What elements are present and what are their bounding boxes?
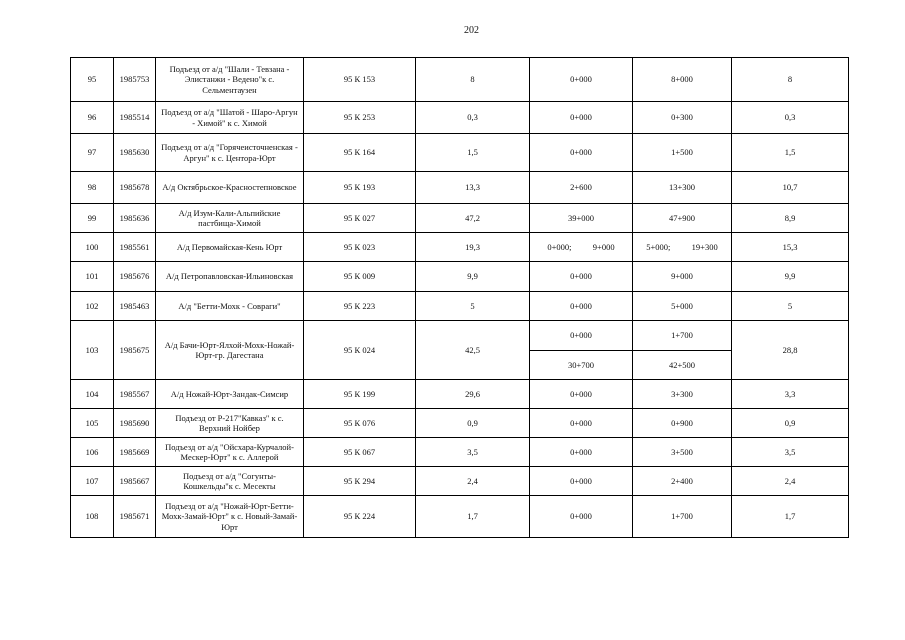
cell-section-length: 8,9	[732, 204, 849, 233]
cell-length: 29,6	[416, 380, 530, 409]
table-row	[71, 380, 849, 409]
cell-km-end: 42+500	[633, 350, 732, 380]
cell-number: 103	[71, 321, 114, 380]
cell-km-end: 1+500	[633, 134, 732, 172]
cell-id: 1985636	[114, 204, 156, 233]
cell-road-name: А/д "Бетти-Мохк - Совраги"	[156, 292, 304, 321]
cell-km-start: 0+000	[530, 102, 633, 134]
cell-id: 1985630	[114, 134, 156, 172]
cell-road-name: Подъезд от а/д "Ойсхара-Курчалой-Мескер-Юрт" к с. Аллерой	[156, 438, 304, 467]
cell-road-name: А/д Ножай-Юрт-Зандак-Симсир	[156, 380, 304, 409]
cell-length: 1,7	[416, 496, 530, 538]
cell-road-name: Подъезд от а/д "Горячеисточненская - Аргун" к с. Центора-Юрт	[156, 134, 304, 172]
table-row	[71, 292, 849, 321]
cell-road-name: Подъезд от а/д "Шали - Тевзана - Элистанжи - Ведено"к с. Сельментаузен	[156, 58, 304, 102]
cell-section-length: 10,7	[732, 172, 849, 204]
cell-km-start: 0+000	[530, 409, 633, 438]
cell-number: 106	[71, 438, 114, 467]
cell-number: 108	[71, 496, 114, 538]
cell-id: 1985669	[114, 438, 156, 467]
cell-length: 42,5	[416, 321, 530, 380]
cell-km-start: 0+000	[530, 380, 633, 409]
cell-number: 98	[71, 172, 114, 204]
cell-road-code: 95 К 294	[304, 467, 416, 496]
cell-id: 1985561	[114, 233, 156, 262]
cell-id: 1985567	[114, 380, 156, 409]
cell-km-start: 0+000	[530, 321, 633, 351]
cell-km-end: 47+900	[633, 204, 732, 233]
cell-section-length: 2,4	[732, 467, 849, 496]
table-row	[71, 496, 849, 538]
cell-road-name: А/д Октябрьское-Красностепновское	[156, 172, 304, 204]
cell-length: 2,4	[416, 467, 530, 496]
cell-road-code: 95 К 023	[304, 233, 416, 262]
cell-id: 1985463	[114, 292, 156, 321]
cell-km-end: 2+400	[633, 467, 732, 496]
cell-km-end: 3+500	[633, 438, 732, 467]
cell-road-name: Подъезд от а/д "Ножай-Юрт-Бетти-Мохк-Замай-Юрт" к с. Новый-Замай-Юрт	[156, 496, 304, 538]
cell-number: 95	[71, 58, 114, 102]
cell-length: 9,9	[416, 262, 530, 292]
cell-road-code: 95 К 027	[304, 204, 416, 233]
cell-section-length: 15,3	[732, 233, 849, 262]
cell-length: 13,3	[416, 172, 530, 204]
cell-km-start: 2+600	[530, 172, 633, 204]
cell-km-end: 13+300	[633, 172, 732, 204]
table-row	[71, 467, 849, 496]
cell-km-end: 5+000; 19+300	[633, 233, 732, 262]
cell-number: 104	[71, 380, 114, 409]
cell-km-end: 9+000	[633, 262, 732, 292]
cell-length: 19,3	[416, 233, 530, 262]
cell-road-name: Подъезд от а/д "Шатой - Шаро-Аргун - Химой" к с. Химой	[156, 102, 304, 134]
cell-km-start: 39+000	[530, 204, 633, 233]
cell-road-name: А/д Бачи-Юрт-Ялхой-Мохк-Ножай-Юрт-гр. Дагестана	[156, 321, 304, 380]
cell-id: 1985675	[114, 321, 156, 380]
page-number: 202	[464, 25, 479, 36]
cell-km-end: 0+900	[633, 409, 732, 438]
cell-length: 5	[416, 292, 530, 321]
cell-km-start: 0+000	[530, 292, 633, 321]
cell-road-code: 95 К 224	[304, 496, 416, 538]
table-row	[71, 204, 849, 233]
cell-road-code: 95 К 076	[304, 409, 416, 438]
cell-length: 1,5	[416, 134, 530, 172]
cell-km-start: 0+000	[530, 438, 633, 467]
cell-id: 1985690	[114, 409, 156, 438]
cell-id: 1985678	[114, 172, 156, 204]
cell-road-name: А/д Изум-Кали-Альпийские пастбища-Химой	[156, 204, 304, 233]
table-row	[71, 102, 849, 134]
cell-road-code: 95 К 009	[304, 262, 416, 292]
cell-km-end: 8+000	[633, 58, 732, 102]
cell-length: 3,5	[416, 438, 530, 467]
cell-number: 96	[71, 102, 114, 134]
cell-id: 1985671	[114, 496, 156, 538]
cell-km-start: 0+000; 9+000	[530, 233, 633, 262]
cell-number: 99	[71, 204, 114, 233]
cell-road-code: 95 К 153	[304, 58, 416, 102]
cell-km-start: 0+000	[530, 134, 633, 172]
data-table	[70, 57, 849, 538]
table-row	[71, 409, 849, 438]
cell-section-length: 1,7	[732, 496, 849, 538]
table-row	[71, 321, 849, 351]
cell-road-code: 95 К 024	[304, 321, 416, 380]
cell-road-name: Подъезд от Р-217"Кавказ" к с. Верхний Нойбер	[156, 409, 304, 438]
cell-road-name: Подъезд от а/д "Согунты-Кошкельды"к с. Месекты	[156, 467, 304, 496]
cell-number: 105	[71, 409, 114, 438]
cell-road-code: 95 К 193	[304, 172, 416, 204]
cell-length: 47,2	[416, 204, 530, 233]
table-row	[71, 262, 849, 292]
cell-km-start: 30+700	[530, 350, 633, 380]
cell-length: 0,9	[416, 409, 530, 438]
cell-road-code: 95 К 164	[304, 134, 416, 172]
cell-length: 0,3	[416, 102, 530, 134]
cell-section-length: 5	[732, 292, 849, 321]
cell-km-start: 0+000	[530, 467, 633, 496]
cell-number: 97	[71, 134, 114, 172]
cell-km-start: 0+000	[530, 58, 633, 102]
cell-section-length: 0,3	[732, 102, 849, 134]
cell-road-code: 95 К 253	[304, 102, 416, 134]
cell-section-length: 1,5	[732, 134, 849, 172]
cell-road-name: А/д Петропавловская-Ильиновская	[156, 262, 304, 292]
table-row	[71, 172, 849, 204]
cell-km-end: 1+700	[633, 321, 732, 351]
cell-number: 101	[71, 262, 114, 292]
table-body	[71, 58, 849, 538]
cell-id: 1985514	[114, 102, 156, 134]
cell-section-length: 28,8	[732, 321, 849, 380]
cell-km-end: 1+700	[633, 496, 732, 538]
cell-length: 8	[416, 58, 530, 102]
cell-section-length: 9,9	[732, 262, 849, 292]
cell-number: 107	[71, 467, 114, 496]
cell-section-length: 0,9	[732, 409, 849, 438]
cell-section-length: 8	[732, 58, 849, 102]
cell-road-code: 95 К 223	[304, 292, 416, 321]
cell-number: 102	[71, 292, 114, 321]
table-row	[71, 438, 849, 467]
cell-km-end: 5+000	[633, 292, 732, 321]
cell-section-length: 3,5	[732, 438, 849, 467]
cell-id: 1985667	[114, 467, 156, 496]
cell-road-name: А/д Первомайская-Кень Юрт	[156, 233, 304, 262]
table-row	[71, 233, 849, 262]
cell-section-length: 3,3	[732, 380, 849, 409]
table-row	[71, 134, 849, 172]
cell-road-code: 95 К 199	[304, 380, 416, 409]
table-row	[71, 58, 849, 102]
cell-km-start: 0+000	[530, 496, 633, 538]
cell-road-code: 95 К 067	[304, 438, 416, 467]
cell-km-start: 0+000	[530, 262, 633, 292]
cell-number: 100	[71, 233, 114, 262]
cell-km-end: 0+300	[633, 102, 732, 134]
cell-km-end: 3+300	[633, 380, 732, 409]
cell-id: 1985676	[114, 262, 156, 292]
cell-id: 1985753	[114, 58, 156, 102]
